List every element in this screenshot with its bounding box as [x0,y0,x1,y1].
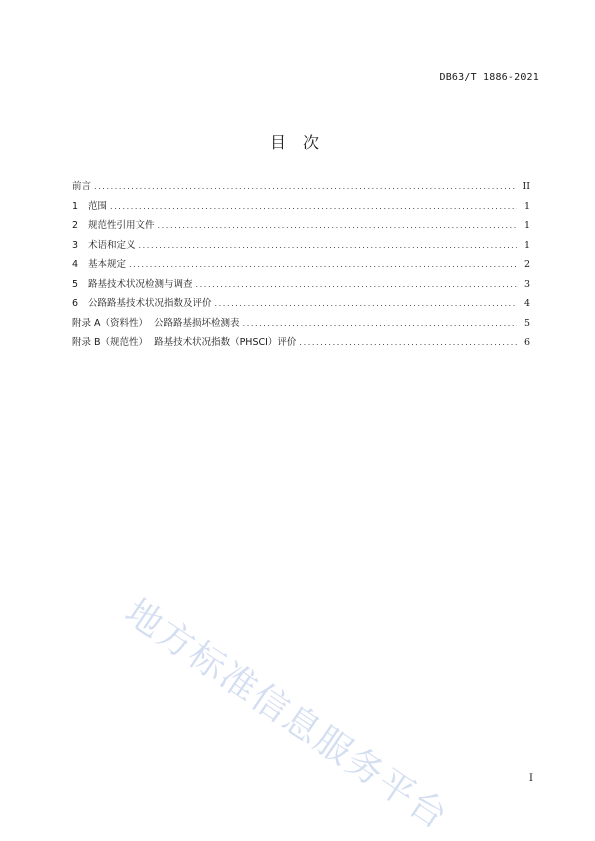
toc-entry-page: 6 [523,337,530,348]
toc-entry-number: 3 [72,239,79,251]
toc-leader-dots [94,182,517,191]
toc-entry-label: 范围 [88,200,108,212]
toc-entry-number: 5 [72,278,79,290]
toc-entry-page: 4 [523,298,530,309]
toc-leader-dots [299,338,517,347]
toc-leader-dots [139,241,517,250]
toc-entry-label: 术语和定义 [88,239,136,251]
toc-entry[interactable] [72,178,530,198]
toc-entry-label: 前言 [72,181,92,192]
toc-entry-page: 1 [523,239,530,251]
page-title: 目 次 [269,133,326,152]
page-number: I [529,773,533,784]
toc-leader-dots [158,221,517,230]
toc-entry-label: 基本规定 [88,259,127,270]
toc-entry-label: 规范性引用文件 [88,220,155,231]
toc-entry-number: 1 [72,200,79,212]
toc-entry[interactable] [72,217,530,237]
toc-entry-label: 路基技术状况检测与调查 [88,278,193,290]
toc-entry-page: 1 [523,200,530,212]
toc-entry[interactable] [72,276,530,296]
toc-entry-number: 4 [72,259,79,270]
toc-entry[interactable] [72,256,530,276]
toc-entry-label: 公路路基技术状况指数及评价 [88,298,212,309]
table-of-contents [72,178,530,354]
toc-entry-appendix-a[interactable] [72,315,530,335]
toc-entry-label: 附录 A（资料性） 公路路基损坏检测表 [72,317,240,329]
toc-entry-number: 6 [72,298,79,309]
toc-entry-page: 5 [523,317,530,329]
toc-entry[interactable] [72,198,530,218]
document-code: DB63/T 1886-2021 [439,72,539,83]
toc-leader-dots [196,280,517,289]
toc-leader-dots [129,260,517,269]
watermark: 地方标准信息服务平台 [117,591,456,839]
toc-entry-appendix-b[interactable] [72,334,530,354]
toc-entry-label: 附录 B（规范性） 路基技术状况指数（PHSCI）评价 [72,337,297,348]
toc-entry-page: 2 [523,259,530,270]
toc-entry[interactable] [72,237,530,257]
toc-entry[interactable] [72,295,530,315]
toc-entry-number: 2 [72,220,79,231]
toc-leader-dots [243,319,517,328]
toc-entry-page: 1 [523,220,530,231]
toc-leader-dots [110,202,517,211]
toc-entry-page: 3 [523,278,530,290]
toc-leader-dots [215,299,517,308]
toc-entry-page: II [522,181,530,192]
